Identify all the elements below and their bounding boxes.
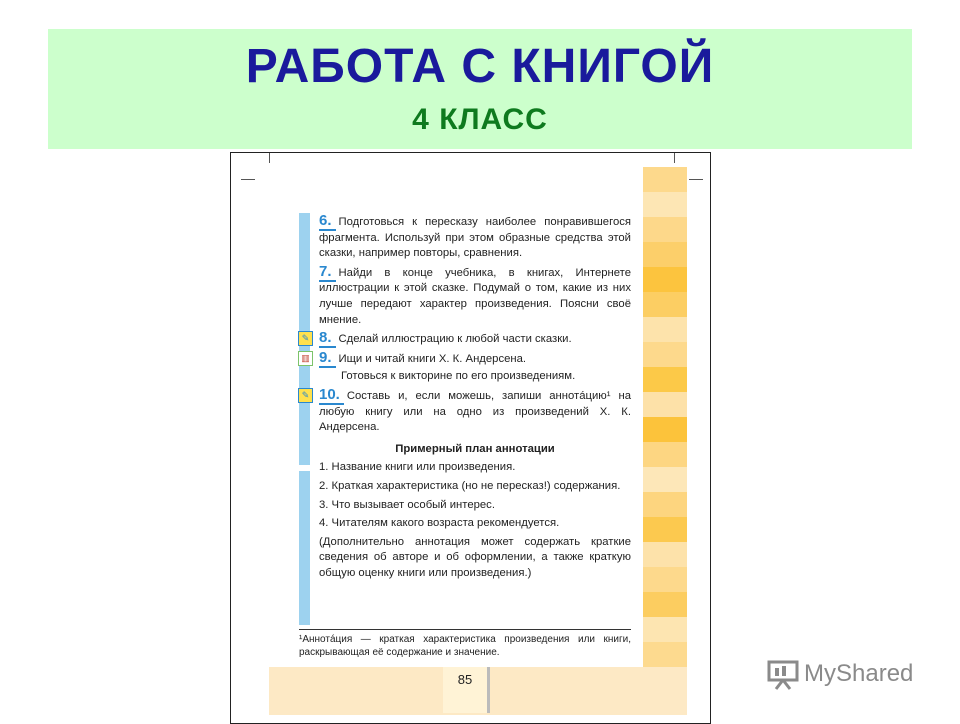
crop-mark [689,179,703,180]
plan-item: 1. Название книги или произведения. [319,461,516,474]
task-7 [319,264,631,328]
pencil-icon: ✎ [298,331,313,346]
page-subtitle: 4 КЛАСС [412,103,548,136]
stripe [643,367,687,392]
stripe [643,592,687,617]
myshared-logo[interactable] [766,654,913,694]
plan-margin-bar [299,471,310,625]
task-number: 6. [319,212,336,231]
stripe [643,517,687,542]
task-10 [301,385,631,436]
task-number: 10. [319,386,344,405]
stripe [643,442,687,467]
page-content [301,212,631,584]
crop-mark [269,153,270,163]
plan-item: 3. Что вызывает особый интерес. [319,498,495,511]
stripe [643,342,687,367]
textbook-page [230,152,711,724]
presentation-board-icon [766,657,800,691]
task-9 [301,348,631,368]
stripe [643,217,687,242]
crop-mark [241,179,255,180]
plan-title: Примерный план аннотации [395,442,555,455]
task-8 [301,329,631,348]
stripe [643,542,687,567]
task-text: Найди в конце учебника, в книгах, Интернете иллюстрации к этой сказке. Подумай о том, какие из них лучше передают характер произведения. Поясни своё мнение. [319,266,631,326]
decorative-stripes [643,167,687,667]
page-title: РАБОТА С КНИГОЙ [245,40,715,93]
stripe [643,417,687,442]
page-number: 85 [443,667,490,713]
pencil-icon: ✎ [298,388,313,403]
task-text: Ищи и читай книги Х. К. Андерсена. [338,352,527,365]
crop-mark [674,153,675,163]
task-number: 7. [319,263,336,282]
task-number: 9. [319,349,336,368]
plan-item: 4. Читателям какого возраста рекомендуется. [319,517,560,530]
stripe [643,242,687,267]
stripe [643,392,687,417]
plan-item: (Дополнительно аннотация может содержать краткие сведения об авторе и об оформлении, а также краткую общую оценку книги или произведения.) [319,535,631,579]
stripe [643,292,687,317]
logo-text: MyShared [804,660,914,687]
stripe [643,267,687,292]
title-banner [48,29,912,149]
task-9-note [319,369,631,385]
stripe [643,317,687,342]
stripe [643,492,687,517]
books-icon: ▥ [298,351,313,366]
task-text: Готовься к викторине по его произведениям. [341,370,576,383]
task-text: Сделай иллюстрацию к любой части сказки. [338,333,572,346]
task-6 [319,213,631,262]
stripe [643,192,687,217]
stripe [643,167,687,192]
task-number: 8. [319,329,336,348]
footnote: ¹Аннотáция — краткая характеристика произведения или книги, раскрывающая её содержание и значение. [299,629,631,659]
stripe [643,567,687,592]
stripe [643,642,687,667]
plan-item: 2. Краткая характеристика (но не пересказ!) содержания. [319,479,621,492]
task-text: Составь и, если можешь, запиши аннотáцию¹ на любую книгу или на одно из произведений Х. К. Андерсена. [319,389,631,434]
task-text: Подготовься к пересказу наиболее понравившегося фрагмента. Используй при этом образные средства этой сказки, например повторы, сравнения. [319,216,631,260]
stripe [643,467,687,492]
stripe [643,617,687,642]
